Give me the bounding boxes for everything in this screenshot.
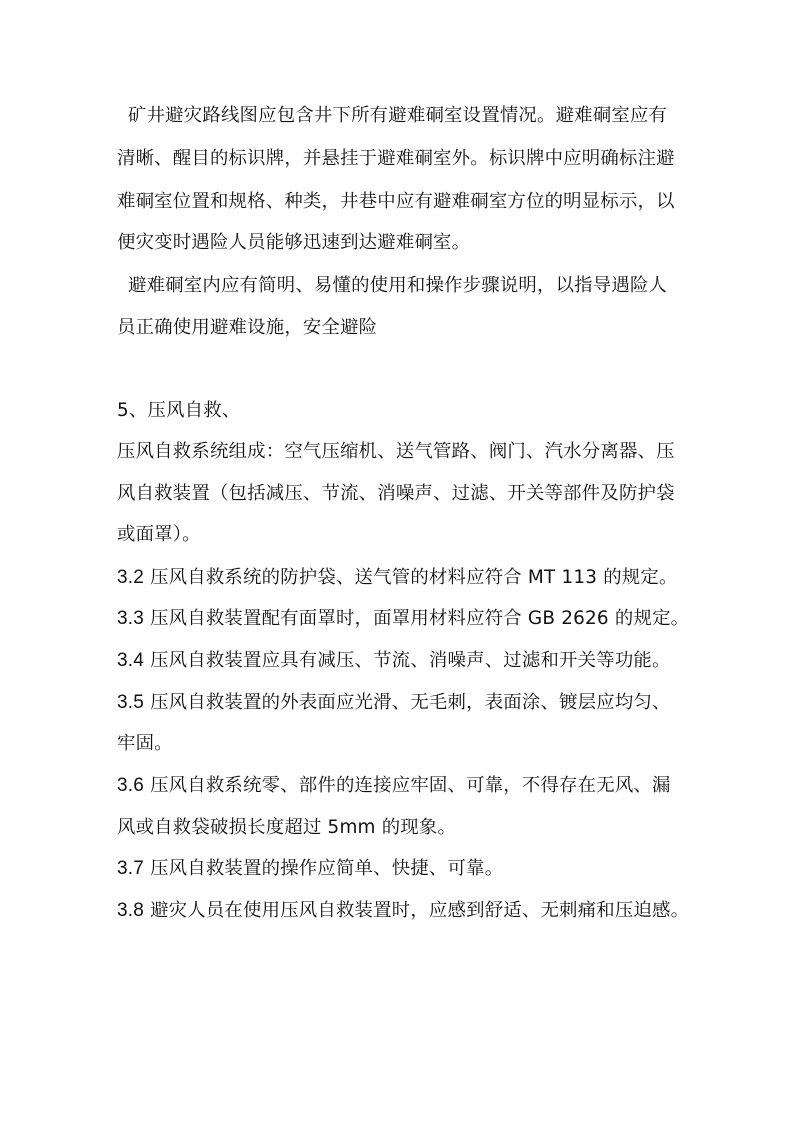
clause-3-6-continued: 风或自救袋破损长度超过 5mm 的现象。	[117, 817, 457, 838]
composition-line-2: 风自救装置（包括减压、节流、消噪声、过滤、开关等部件及防护袋	[117, 483, 675, 504]
clause-3-4	[117, 649, 671, 673]
paragraph-1-line-3: 难硐室位置和规格、种类，井巷中应有避难硐室方位的明显标示，以	[117, 191, 675, 212]
clause-text: 压风自救系统的防护袋、送气管的材料应符合 MT 113 的规定。	[150, 567, 678, 588]
clause-3-7	[117, 857, 503, 881]
clause-number: 3.2	[117, 567, 145, 588]
paragraph-2-line-1: 避难硐室内应有简明、易懂的使用和操作步骤说明，以指导遇险人	[128, 275, 668, 296]
clause-number: 3.7	[117, 858, 145, 879]
composition-line-3: 或面罩）。	[117, 524, 201, 545]
clause-number: 3.8	[117, 900, 145, 921]
clause-3-2	[117, 566, 678, 590]
paragraph-1-line-1: 矿井避灾路线图应包含井下所有避难硐室设置情况。避难硐室应有	[128, 105, 668, 126]
clause-text: 避灾人员在使用压风自救装置时，应感到舒适、无刺痛和压迫感。	[150, 900, 690, 921]
clause-text: 压风自救装置应具有减压、节流、消噪声、过滤和开关等功能。	[150, 650, 671, 671]
clause-text: 压风自救装置的操作应简单、快捷、可靠。	[150, 858, 504, 879]
paragraph-1-line-4: 便灾变时遇险人员能够迅速到达避难硐室。	[117, 232, 471, 253]
section-5-heading: 5、压风自救、	[117, 400, 241, 421]
clause-number: 3.6	[117, 775, 145, 796]
paragraph-2-line-2: 员正确使用避难设施，安全避险	[117, 317, 378, 338]
clause-3-3	[117, 607, 689, 631]
clause-3-5	[117, 691, 671, 715]
clause-text: 压风自救装置的外表面应光滑、无毛刺，表面涂、镀层应均匀、	[150, 692, 671, 713]
clause-3-6	[117, 774, 671, 798]
composition-line-1: 压风自救系统组成：空气压缩机、送气管路、阀门、汽水分离器、压	[117, 441, 675, 462]
paragraph-1-line-2: 清晰、醒目的标识牌，并悬挂于避难硐室外。标识牌中应明确标注避	[117, 148, 675, 169]
clause-text: 压风自救系统零、部件的连接应牢固、可靠，不得存在无风、漏	[150, 775, 671, 796]
clause-3-8	[117, 899, 689, 923]
clause-number: 3.5	[117, 692, 145, 713]
clause-text: 压风自救装置配有面罩时，面罩用材料应符合 GB 2626 的规定。	[150, 608, 690, 629]
clause-number: 3.4	[117, 650, 145, 671]
clause-3-5-continued: 牢固。	[117, 733, 173, 754]
clause-number: 3.3	[117, 608, 145, 629]
